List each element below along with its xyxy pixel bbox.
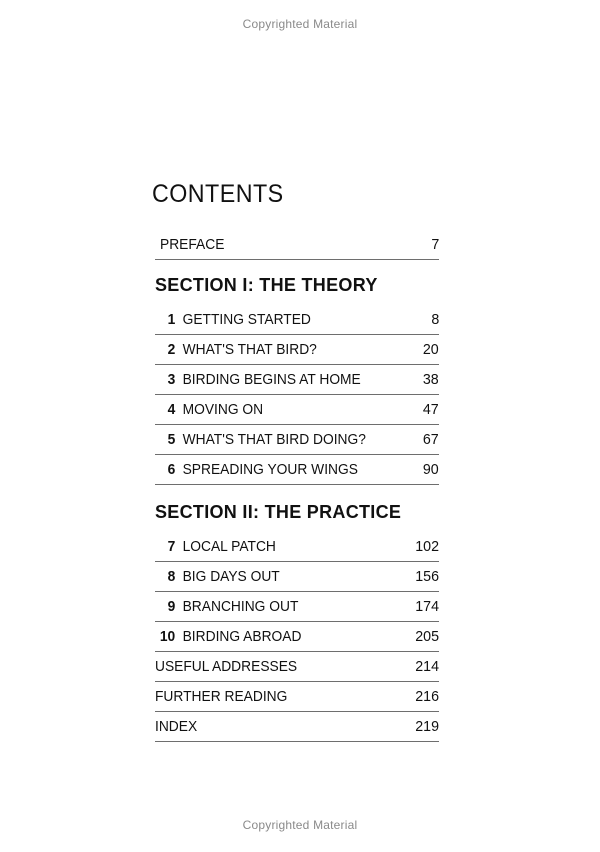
toc-page-number: 174 [415, 598, 439, 615]
section-heading-theory: SECTION I: THE THEORY [155, 275, 378, 295]
chapter-title: SPREADING YOUR WINGS [182, 461, 358, 478]
toc-entry-label: PREFACE [160, 236, 225, 253]
chapter-number: 4 [167, 401, 176, 418]
chapter-title: LOCAL PATCH [182, 538, 276, 555]
chapter-title: GETTING STARTED [182, 311, 311, 328]
toc-row-chapter[interactable] [155, 305, 439, 335]
toc-page-number: 67 [423, 431, 439, 448]
toc-page-number: 90 [423, 461, 439, 478]
chapter-number: 2 [167, 341, 176, 358]
chapter-number: 1 [167, 311, 176, 328]
chapter-number: 10 [159, 628, 176, 645]
toc-row-index[interactable] [155, 712, 439, 742]
toc-page-number: 156 [415, 568, 439, 585]
toc-row-further-reading[interactable] [155, 682, 439, 712]
toc-page-number: 216 [415, 688, 439, 705]
toc-row-chapter[interactable] [155, 365, 439, 395]
chapter-number: 6 [167, 461, 176, 478]
toc-row-chapter[interactable] [155, 592, 439, 622]
toc-row-chapter[interactable] [155, 395, 439, 425]
toc-entry-label: USEFUL ADDRESSES [155, 658, 298, 675]
copyright-watermark-top: Copyrighted Material [242, 17, 358, 31]
toc-row-chapter[interactable] [155, 425, 439, 455]
chapter-number: 5 [167, 431, 176, 448]
toc-page-number: 7 [431, 236, 439, 253]
chapter-title: BIRDING BEGINS AT HOME [182, 371, 361, 388]
toc-page-number: 214 [415, 658, 439, 675]
toc-row-chapter[interactable] [155, 562, 439, 592]
toc-page-number: 20 [423, 341, 439, 358]
toc-row-chapter[interactable] [155, 335, 439, 365]
chapter-title: WHAT'S THAT BIRD DOING? [182, 431, 366, 448]
chapter-title: WHAT'S THAT BIRD? [182, 341, 317, 358]
toc-page-number: 219 [415, 718, 439, 735]
toc-page-number: 38 [423, 371, 439, 388]
toc-row-chapter[interactable] [155, 455, 439, 485]
chapter-title: BIG DAYS OUT [182, 568, 280, 585]
toc-row-useful-addresses[interactable] [155, 652, 439, 682]
toc-entry-label: FURTHER READING [155, 688, 288, 705]
toc-row-preface[interactable] [155, 230, 439, 260]
toc-page-number: 205 [415, 628, 439, 645]
chapter-title: MOVING ON [182, 401, 264, 418]
toc-page-number: 8 [431, 311, 439, 328]
chapter-title: BRANCHING OUT [182, 598, 299, 615]
chapter-number: 7 [167, 538, 176, 555]
toc-entry-label: INDEX [155, 718, 198, 735]
page-title: CONTENTS [152, 180, 284, 208]
chapter-number: 9 [167, 598, 176, 615]
section-heading-practice: SECTION II: THE PRACTICE [155, 502, 402, 522]
toc-row-chapter[interactable] [155, 622, 439, 652]
copyright-watermark-bottom: Copyrighted Material [242, 818, 358, 832]
toc-page-number: 47 [423, 401, 439, 418]
chapter-title: BIRDING ABROAD [182, 628, 302, 645]
chapter-number: 3 [167, 371, 176, 388]
toc-page-number: 102 [415, 538, 439, 555]
chapter-number: 8 [167, 568, 176, 585]
toc-row-chapter[interactable] [155, 532, 439, 562]
